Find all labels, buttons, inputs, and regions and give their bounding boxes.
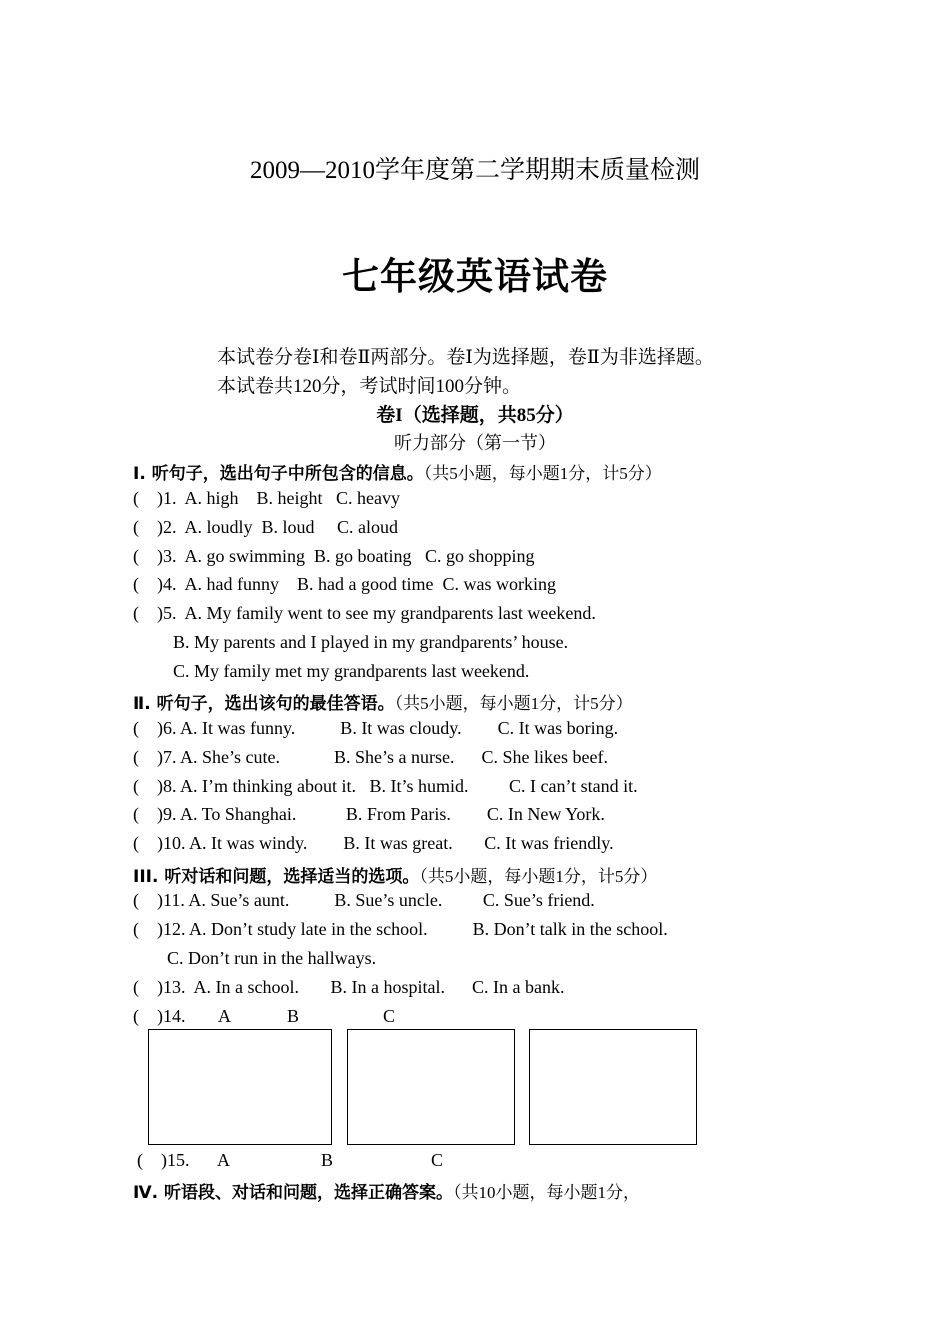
picture-box-c bbox=[529, 1029, 697, 1145]
question-5: ( )5. A. My family went to see my grandparents last weekend. bbox=[133, 603, 596, 623]
question-14: ( )14. bbox=[133, 1006, 186, 1026]
picture-box-a bbox=[148, 1029, 332, 1145]
section2-heading bbox=[133, 689, 633, 714]
question-14-label-b: B bbox=[287, 1006, 300, 1026]
question-15: ( )15. bbox=[137, 1150, 190, 1170]
section2-lead: Ⅱ. 听句子，选出该句的最佳答语。 bbox=[133, 694, 395, 714]
question-11: ( )11. A. Sue’s aunt. B. Sue’s uncle. C. Sue’s friend. bbox=[133, 890, 595, 910]
picture-box-b bbox=[347, 1029, 515, 1145]
part1-title: 卷I（选择题，共85分） bbox=[376, 405, 574, 426]
question-15-label-c: C bbox=[431, 1150, 444, 1170]
section3-lead: III. 听对话和问题，选择适当的选项。 bbox=[133, 867, 420, 887]
section4-note: （共10小题，每小题1分， bbox=[453, 1183, 641, 1202]
question-14-label-c: C bbox=[383, 1006, 396, 1026]
question-12-option-c: C. Don’t run in the hallways. bbox=[167, 948, 377, 968]
question-15-label-b: B bbox=[321, 1150, 334, 1170]
question-7: ( )7. A. She’s cute. B. She’s a nurse. C. She likes beef. bbox=[133, 747, 608, 767]
exam-title: 七年级英语试卷 bbox=[342, 255, 608, 298]
question-3: ( )3. A. go swimming B. go boating C. go shopping bbox=[133, 546, 535, 566]
question-1: ( )1. A. high B. height C. heavy bbox=[133, 488, 400, 508]
question-6: ( )6. A. It was funny. B. It was cloudy. C. It was boring. bbox=[133, 718, 619, 738]
question-5-option-c: C. My family met my grandparents last weekend. bbox=[173, 661, 530, 681]
question-4: ( )4. A. had funny B. had a good time C. was working bbox=[133, 574, 556, 594]
question-10: ( )10. A. It was windy. B. It was great. C. It was friendly. bbox=[133, 833, 614, 853]
section2-note: （共5小题，每小题1分，计5分） bbox=[394, 694, 633, 713]
question-12: ( )12. A. Don’t study late in the school. B. Don’t talk in the school. bbox=[133, 919, 668, 939]
section1-heading bbox=[133, 459, 662, 484]
intro-line-2: 本试卷共120分，考试时间100分钟。 bbox=[217, 376, 522, 397]
question-13: ( )13. A. In a school. B. In a hospital. C. In a bank. bbox=[133, 977, 565, 997]
exam-subtitle: 2009—2010学年度第二学期期末质量检测 bbox=[249, 157, 700, 184]
question-8: ( )8. A. I’m thinking about it. B. It’s humid. C. I can’t stand it. bbox=[133, 776, 638, 796]
section4-lead: Ⅳ. 听语段、对话和问题，选择正确答案。 bbox=[133, 1183, 454, 1203]
question-5-option-b: B. My parents and I played in my grandparents’ house. bbox=[173, 632, 569, 652]
section3-note: （共5小题，每小题1分，计5分） bbox=[419, 867, 658, 886]
question-2: ( )2. A. loudly B. loud C. aloud bbox=[133, 517, 398, 537]
question-9: ( )9. A. To Shanghai. B. From Paris. C. In New York. bbox=[133, 804, 605, 824]
question-15-label-a: A bbox=[217, 1150, 230, 1170]
section3-heading bbox=[133, 862, 657, 887]
section1-note: （共5小题，每小题1分，计5分） bbox=[423, 464, 662, 483]
intro-line-1: 本试卷分卷Ⅰ和卷Ⅱ两部分。卷Ⅰ为选择题，卷Ⅱ为非选择题。 bbox=[217, 347, 714, 368]
question-14-label-a: A bbox=[218, 1006, 231, 1026]
section1-lead: Ⅰ. 听句子，选出句子中所包含的信息。 bbox=[133, 464, 424, 484]
listening-heading: 听力部分（第一节） bbox=[394, 433, 556, 454]
section4-heading bbox=[133, 1178, 640, 1203]
